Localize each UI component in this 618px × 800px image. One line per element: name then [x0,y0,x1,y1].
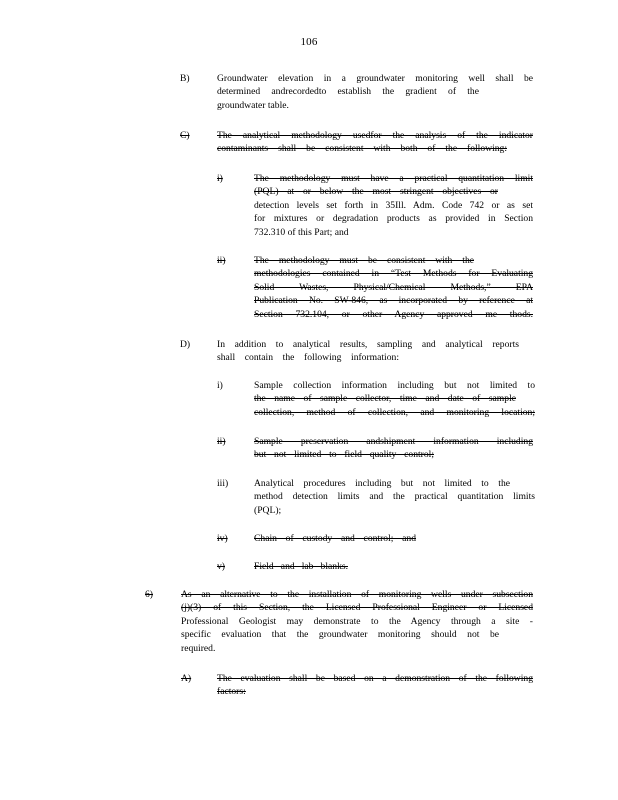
paragraph-d-i [254,379,535,419]
item-marker-b: B) [180,73,190,84]
page-number: 106 [300,36,318,48]
text-line: groundwater table. [217,99,289,111]
sub-marker-6-a: A) [181,673,192,684]
text-line: shall contain the following information: [217,352,399,364]
text-line: 732.310 of this Part; and [254,226,349,238]
paragraph-d-iv [254,532,533,545]
text-line: collection, method of collection, and monitoring location; [254,406,535,418]
sub-marker-d-i: i) [217,380,223,391]
text-line: (PQL) at or below the most stringent objectives or [254,186,498,198]
sub-marker-d-v: v) [217,561,225,572]
text-line: factors: [217,686,246,698]
text-line: but not limited to field quality control; [254,449,434,461]
text-line: (PQL); [254,504,282,516]
text-line: The methodology must be consistent with the [254,255,474,266]
text-line: The methodology must have a practical quantitation limit [254,173,533,184]
item-marker-6: 6) [145,589,153,600]
text-line: specific evaluation that the groundwater monitoring should not be [181,629,499,641]
text-line: Groundwater elevation in a groundwater monitoring well shall be [217,73,533,84]
item-marker-c: C) [180,130,190,141]
text-line: methodologies contained in “Test Methods for Evaluating [254,268,533,280]
text-line: Section 732.104, or other Agency approved me thods. [254,308,533,320]
sub-marker-d-ii: ii) [217,436,226,447]
sub-marker-c-i: i) [217,173,223,184]
text-line: method detection limits and the practical quantitation limits [254,491,535,503]
text-line: As an alternative to the installation of monitoring wells under subsection [181,589,533,600]
paragraph-d-v [254,560,533,573]
text-line: Sample preservation andshipment information including [254,436,533,447]
paragraph-6 [181,588,533,655]
item-marker-d: D) [180,339,191,350]
text-line: determined andrecordedto establish the gradient of the [217,86,479,98]
text-line: detection levels set forth in 35Ill. Adm. Code 742 or as set [254,199,533,211]
text-line: Chain of custody and control; and [254,533,416,544]
paragraph-c [217,129,533,156]
paragraph-c-ii [254,254,533,321]
text-line: Analytical procedures including but not limited to the [254,478,510,489]
text-line: the name of sample collector, time and date of sample [254,393,516,405]
text-line: The analytical methodology usedfor the analysis of the indicator [217,130,533,141]
text-line: Publication No. SW-846, as incorporated by reference at [254,295,533,307]
paragraph-b [217,72,533,112]
text-line: In addition to analytical results, sampling and analytical reports [217,339,519,350]
text-line: Sample collection information including but not limited to [254,380,535,391]
sub-marker-c-ii: ii) [217,255,226,266]
sub-marker-d-iii: iii) [217,478,229,489]
paragraph-c-i [254,172,533,239]
text-line: required. [181,642,216,654]
text-line: for mixtures or degradation products as provided in Section [254,213,533,225]
text-line: (j)(3) of this Section, the Licensed Professional Engineer or Licensed [181,602,533,614]
text-line: Professional Geologist may demonstrate to the Agency through a site - [181,615,533,627]
sub-marker-d-iv: iv) [217,533,228,544]
text-line: Field and lab blanks. [254,561,348,572]
paragraph-6-a [217,672,533,699]
text-line: Solid Wastes, Physical/Chemical Methods,” EPA [254,281,533,293]
paragraph-d [217,338,519,365]
text-line: contaminants shall be consistent with both of the following: [217,143,507,155]
paragraph-d-iii [254,477,535,517]
paragraph-d-ii [254,435,533,462]
text-line: The evaluation shall be based on a demonstration of the following [217,673,533,684]
